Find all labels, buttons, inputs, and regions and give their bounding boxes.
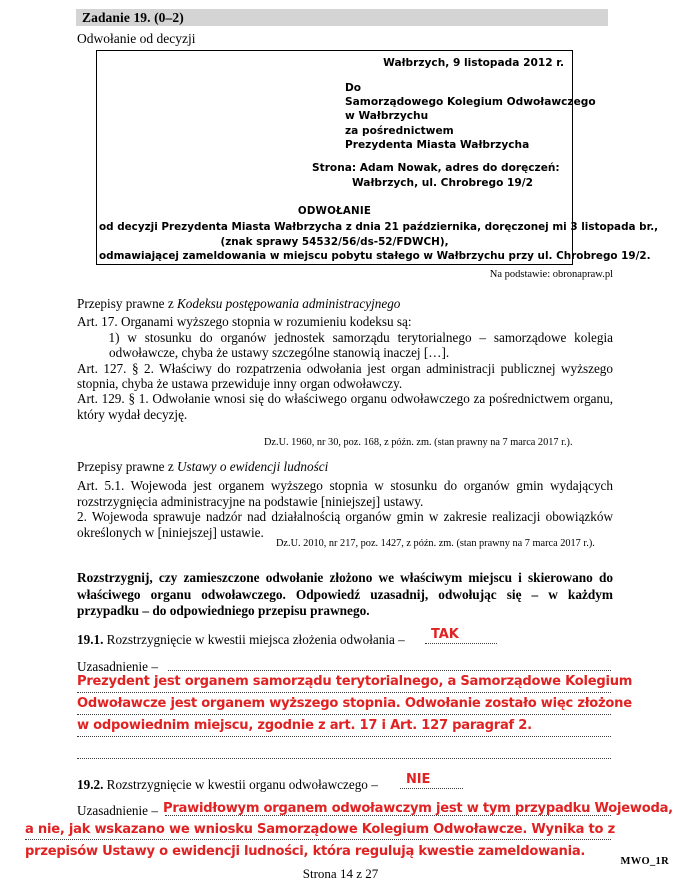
document-source-note: Na podstawie: obronapraw.pl [489,269,613,280]
legal-kpa-heading [77,296,613,311]
answer-1-justification-line-3[interactable]: w odpowiednim miejscu, zgodnie z art. 17 i Art. 127 paragraf 2. [77,718,532,733]
answer-1-justification-dots-5[interactable] [77,758,611,759]
document-body-line-2: (znak sprawy 54532/56/ds-52/FDWCH), [220,235,449,248]
legal-kpa-heading-prefix: Przepisy prawne z [77,296,177,311]
addressee-line-5: Prezydenta Miasta Wałbrzycha [345,138,530,151]
appeal-document-box [96,50,659,265]
answer-2-prompt [77,777,378,793]
answer-2-prompt-text: Rozstrzygnięcie w kwestii organu odwoławczego – [103,777,378,792]
task-header-label: Zadanie 19. (0–2) [82,10,184,25]
answer-1-justification-line-2[interactable]: Odwoławcze jest organem wyższego stopnia. Odwołanie zostało więc złożone [77,696,632,711]
document-party-block [312,161,560,191]
task-subtitle: Odwołanie od decyzji [77,31,196,46]
answer-2-justification-line-3[interactable]: przepisów Ustawy o ewidencji ludności, która regulują kwestie zameldowania. [25,844,586,859]
addressee-line-1: Do [345,82,362,94]
legal-ewidencja-heading-italic: Ustawy o ewidencji ludności [176,459,329,474]
document-body-line-3: odmawiającej zameldowania w miejscu pobytu stałego w Wałbrzychu przy ul. Chrobrego 19/2. [99,250,651,263]
legal-kpa-heading-italic: Kodeksu postępowania administracyjnego [176,296,401,311]
party-line-2: Wałbrzych, ul. Chrobrego 19/2 [352,177,534,189]
legal-ewidencja-heading-prefix: Przepisy prawne z [77,459,177,474]
task-header-band [76,9,608,26]
answer-1-justification-line-1[interactable]: Prezydent jest organem samorządu terytorialnego, a Samorządowe Kolegium [77,674,633,689]
legal-kpa-art129: Art. 129. § 1. Odwołanie wnosi się do właściwego organu odwoławczego za pośrednictwem organu, który wydał decyzję. [77,391,613,422]
page-number: Strona 14 z 27 [302,866,379,881]
addressee-line-3: w Wałbrzychu [345,110,429,123]
answer-2-justification-line-1[interactable]: Prawidłowym organem odwoławczym jest w tym przypadku Wojewoda, [163,801,673,816]
addressee-line-4: za pośrednictwem [345,124,454,137]
task-instruction: Rozstrzygnij, czy zamieszczone odwołanie złożono we właściwym miejscu i skierowano do właściwego organu odwoławczego. Odpowiedź uzasadnij, odwołując się – w każdym przypadku – do odpowiedniego przepisu prawnego. [77,570,613,619]
legal-ewidencja-heading [77,459,613,474]
answer-2-dotted-line[interactable] [400,788,463,789]
answer-1-dotted-line[interactable] [425,643,497,644]
addressee-line-2: Samorządowego Kolegium Odwoławczego [345,96,596,109]
legal-ewidencja-art5-1: Art. 5.1. Wojewoda jest organem wyższego stopnia w stosunku do organów gmin wydających rozstrzygnięcia administracyjne na podstawie [niniejszej] ustawy. [77,478,613,509]
document-title: ODWOŁANIE [297,205,372,217]
document-date-place: Wałbrzych, 9 listopada 2012 r. [383,57,564,69]
legal-ewidencja-citation: Dz.U. 2010, nr 217, poz. 1427, z późn. zm. (stan prawny na 7 marca 2017 r.). [276,538,595,549]
page-watermark: MWO_1R [620,856,669,867]
answer-1-justification-dots-3[interactable] [77,714,611,715]
answer-1-prompt-text: Rozstrzygnięcie w kwestii miejsca złożenia odwołania – [103,632,405,647]
answer-2-number: 19.2. [77,777,104,792]
answer-1-justification-dots-2[interactable] [77,692,611,693]
legal-kpa-art17: Art. 17. Organami wyższego stopnia w rozumieniu kodeksu są: [77,314,412,330]
legal-block-ewidencja [77,459,613,540]
answer-1-justification-dots-4[interactable] [77,736,611,737]
answer-2-value[interactable]: NIE [406,772,431,787]
legal-kpa-citation: Dz.U. 1960, nr 30, poz. 168, z późn. zm. (stan prawny na 7 marca 2017 r.). [264,437,573,448]
answer-2-justification-line-2[interactable]: a nie, jak wskazano we wniosku Samorządowe Kolegium Odwoławcze. Wynika to z [25,822,615,837]
document-body-line-1: od decyzji Prezydenta Miasta Wałbrzycha z dnia 21 października, doręczonej mi 3 listopada br., [99,221,659,233]
legal-kpa-art127: Art. 127. § 2. Właściwy do rozpatrzenia odwołania jest organ administracji publicznej wyższego stopnia, chyba że ustawa przewiduje inny organ odwoławczy. [77,360,613,392]
answer-1-value[interactable]: TAK [431,627,459,642]
party-line-1: Strona: Adam Nowak, adres do doręczeń: [312,162,560,174]
document-body [99,220,659,264]
answer-2-justification-dots-2[interactable] [25,839,611,840]
document-addressee-block [345,81,596,152]
legal-ewidencja-art5-2: 2. Wojewoda sprawuje nadzór nad działalnością organów gmin w zakresie realizacji obowiązków określonych w [niniejszej] ustawie. [77,509,613,540]
answer-1-number: 19.1. [77,632,104,647]
legal-kpa-art17-point1: 1) w stosunku do organów jednostek samorządu terytorialnego – samorządowe kolegia odwoławcze, chyba że ustawy szczególne stanowią inaczej […]. [108,329,613,361]
answer-2-justification-label: Uzasadnienie – [77,803,158,818]
legal-block-kpa [77,296,613,422]
answer-1-justification-label: Uzasadnienie – [77,659,158,674]
answer-1-justification-dots-1[interactable] [168,670,611,671]
answer-1-prompt [77,632,405,648]
